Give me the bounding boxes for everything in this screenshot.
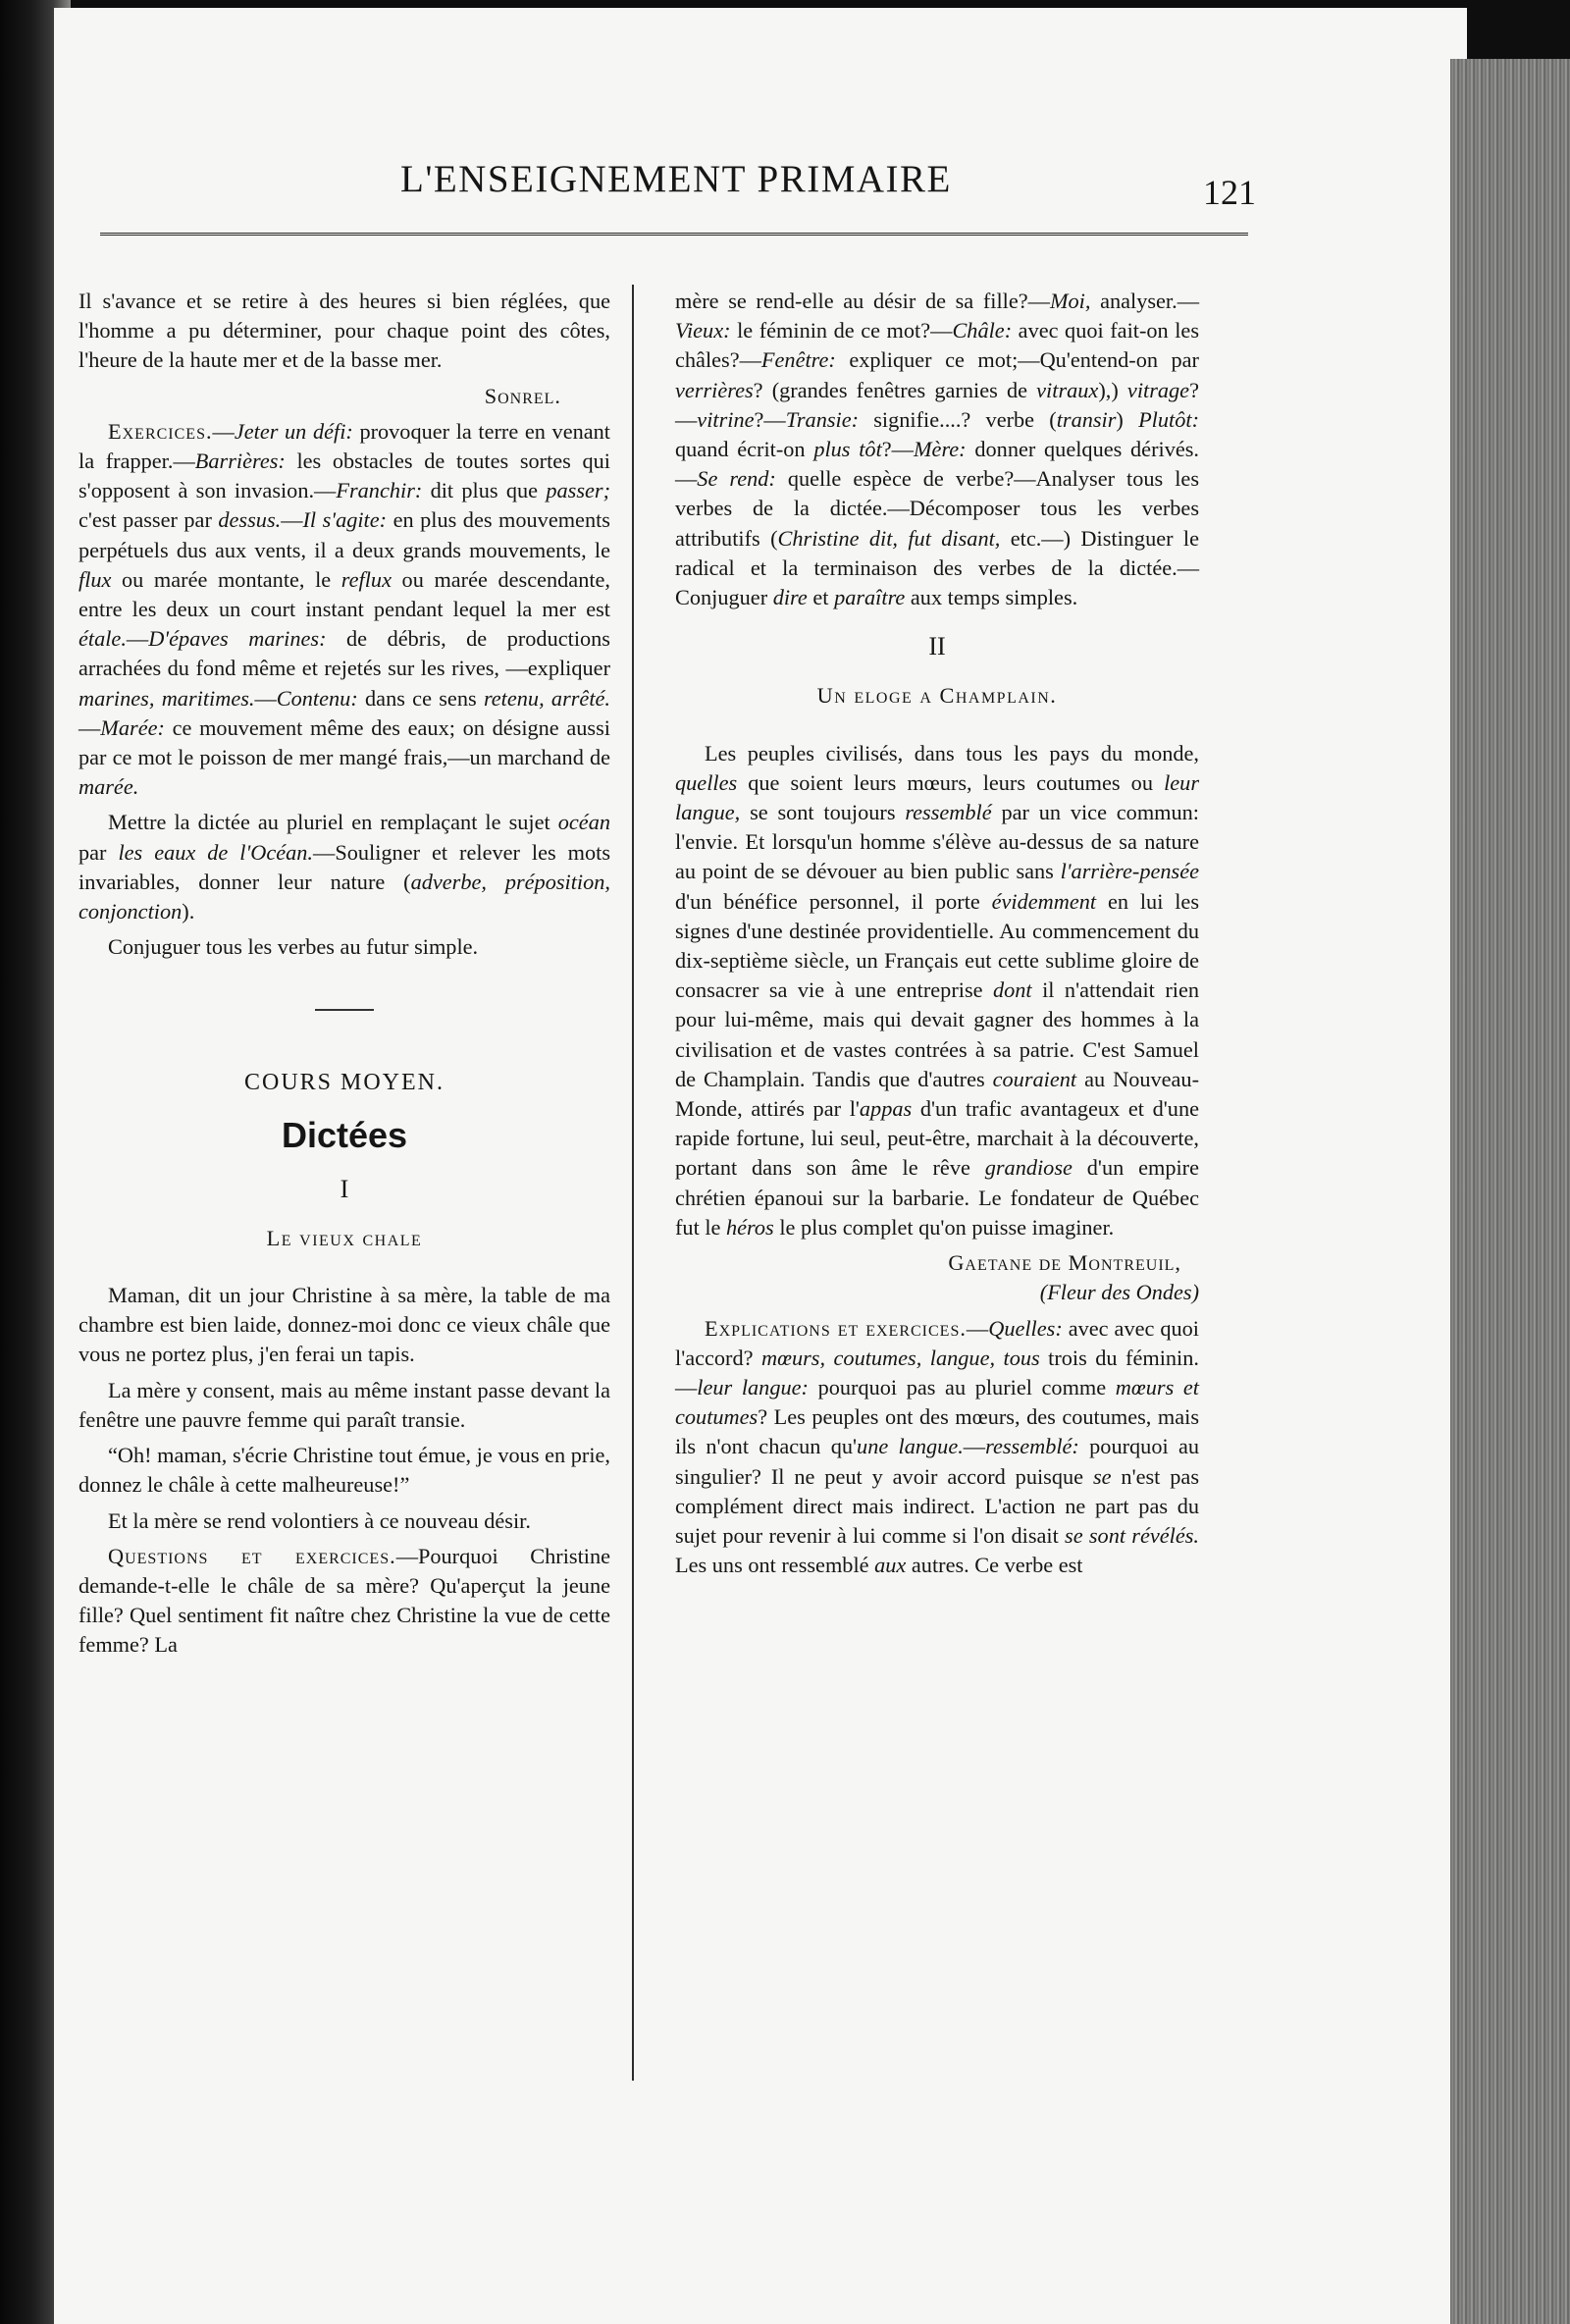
- text-run: ou marée descendante, entre les deux un court instant pendant lequel la mer est: [78, 566, 611, 622]
- text-run: ?—: [675, 377, 1199, 432]
- text-run: que soient leurs mœurs, leurs coutumes ou: [737, 769, 1165, 795]
- text-run: le plus complet qu'on puisse imaginer.: [773, 1214, 1115, 1240]
- text-run: —: [281, 507, 303, 533]
- text-run: —: [78, 714, 101, 740]
- text-run: Les uns ont ressemblé: [675, 1553, 875, 1578]
- text-run: ? (grandes fenêtres garnies de: [753, 377, 1037, 402]
- dictee-number-2: II: [928, 632, 946, 661]
- italic-run: paraître: [834, 585, 906, 610]
- italic-run: Mère:: [913, 437, 967, 462]
- text-run: ),): [1098, 377, 1127, 402]
- italic-run: adverbe, préposition, conjonction: [78, 869, 610, 924]
- text-run: il n'attendait rien pour lui-même, mais qui devait gagner des hommes à la civilisation et de vastes contrées à sa patrie. C'est Samuel de Champlain. Tandis que d'autres: [675, 977, 1199, 1091]
- text-run: mère se rend-elle au désir de sa fille?—: [675, 289, 1050, 313]
- text-run: en plus des mouvements perpétuels dus aux vents, il a deux grands mouvements, le: [78, 507, 610, 562]
- italic-run: passer;: [546, 478, 610, 503]
- text-run: signifie....? verbe (: [859, 406, 1057, 432]
- dictee-1-paragraph-3: “Oh! maman, s'écrie Christine tout émue, je vous en prie, donnez le châle à cette malheureuse!”: [78, 1443, 610, 1498]
- small-caps-run: Explications et exercices.: [705, 1315, 967, 1341]
- italic-run: Fenêtre:: [760, 347, 836, 373]
- text-run: avec quoi fait-on les châles?—: [675, 318, 1199, 373]
- italic-run: étale.: [78, 626, 127, 652]
- italic-run: se: [1092, 1463, 1112, 1489]
- italic-run: appas: [859, 1096, 913, 1122]
- text-run: n'est pas complément direct mais indirect. L'action ne part pas du sujet pour revenir à lui comme si l'on disait: [675, 1463, 1199, 1548]
- dictee-2-paragraph: [675, 739, 1199, 1242]
- italic-run: mœurs, coutumes, langue, tous: [761, 1345, 1040, 1370]
- text-run: ?—: [881, 437, 914, 462]
- italic-run: marines, maritimes.: [78, 685, 255, 711]
- text-run: expliquer ce mot;—Qu'entend-on par: [835, 347, 1199, 373]
- text-run: le féminin de ce mot?—: [730, 318, 953, 343]
- italic-run: flux: [78, 566, 112, 592]
- dictee-1-paragraph-2: La mère y consent, mais au même instant passe devant la fenêtre une pauvre femme qui paraît transie.: [78, 1377, 610, 1432]
- text-run: et: [807, 585, 835, 610]
- text-run: ou marée montante, le: [111, 566, 341, 592]
- exercices-paragraph: [78, 417, 610, 803]
- text-run: trois du féminin.—: [675, 1345, 1199, 1400]
- paragraph-ocean: Il s'avance et se retire à des heures si bien réglées, que l'homme a pu déterminer, pour chaque point des côtes, l'heure de la haute mer et de la basse mer.: [78, 289, 610, 373]
- mettre-paragraph: [78, 808, 610, 926]
- small-caps-run: Questions et exercices.: [108, 1543, 396, 1568]
- italic-run: leur langue,: [675, 769, 1199, 825]
- text-run: —: [963, 1434, 986, 1459]
- text-run: de débris, de productions arrachées du fond même et rejetés sur les rives, —expliquer: [78, 626, 610, 681]
- right-column: [675, 287, 1199, 1586]
- dictee-number-1: I: [340, 1174, 349, 1203]
- running-title: L'ENSEIGNEMENT PRIMAIRE: [400, 158, 952, 200]
- italic-run: Contenu:: [276, 685, 358, 711]
- dictee-title-1: Le vieux chale: [266, 1225, 423, 1250]
- italic-run: dont: [992, 977, 1032, 1003]
- text-run: —Pourquoi Christine demande-t-elle le châle de sa mère? Qu'aperçut la jeune fille? Quel sentiment fit naître chez Christine la vue de cette femme? La: [78, 1543, 610, 1658]
- italic-run: Plutôt:: [1138, 406, 1199, 432]
- questions-paragraph: [78, 1542, 610, 1661]
- author-gaetane: Gaetane de Montreuil,: [948, 1250, 1181, 1276]
- text-run: autres. Ce verbe est: [906, 1553, 1083, 1578]
- source-fleur-des-ondes: (Fleur des Ondes): [1039, 1280, 1199, 1305]
- italic-run: se sont révélés.: [1065, 1522, 1199, 1548]
- text-run: —: [126, 626, 149, 652]
- text-run: ): [1116, 406, 1139, 432]
- italic-run: Il s'agite:: [302, 507, 388, 533]
- italic-run: les eaux de l'Océan.: [118, 839, 314, 865]
- text-run: provoquer la terre en venant la frapper.—: [78, 418, 610, 474]
- italic-run: Vieux:: [675, 318, 731, 343]
- text-run: au Nouveau-Monde, attirés par l': [675, 1066, 1200, 1122]
- italic-run: Marée:: [100, 714, 165, 740]
- text-run: pourquoi au singulier? Il ne peut y avoir accord puisque: [675, 1434, 1199, 1489]
- small-caps-run: Exercices.: [108, 418, 213, 444]
- cours-moyen-heading: COURS MOYEN.: [243, 1070, 445, 1096]
- page-fore-edge: [1450, 59, 1570, 2324]
- text-run: ce mouvement même des eaux; on désigne aussi par ce mot le poisson de mer mangé frais,—un marchand de: [78, 714, 610, 770]
- text-run: d'un bénéfice personnel, il porte: [675, 888, 992, 914]
- text-run: en lui les signes d'une destinée providentielle. Au commencement du dix-septième siècle, un Français eut cette sublime gloire de consacrer sa vie à une entreprise: [675, 888, 1200, 1003]
- italic-run: aux: [874, 1553, 907, 1578]
- text-run: ?—: [754, 406, 786, 432]
- dictee-1-paragraph-1: Maman, dit un jour Christine à sa mère, la table de ma chambre est bien laide, donnez-moi donc ce vieux châle que vous ne portez plus, j'en ferai un tapis.: [78, 1283, 610, 1367]
- dictee-title-2: Un eloge a Champlain.: [816, 683, 1058, 709]
- italic-run: grandiose: [984, 1155, 1073, 1181]
- text-run: d'un empire chrétien épanoui sur la barbarie. Le fondateur de Québec fut le: [675, 1155, 1199, 1240]
- text-run: analyser.—: [1090, 289, 1199, 313]
- italic-run: quelles: [675, 769, 738, 795]
- author-sonrel: Sonrel.: [484, 383, 561, 408]
- explications-paragraph: [675, 1314, 1199, 1581]
- text-run: ? Les peuples ont des mœurs, des coutumes, mais ils n'ont chacun qu': [675, 1404, 1199, 1459]
- italic-run: marée.: [78, 774, 139, 800]
- text-run: par: [78, 839, 119, 865]
- italic-run: plus tôt: [813, 437, 882, 462]
- text-run: avec avec quoi l'accord?: [675, 1315, 1199, 1370]
- italic-run: ressemblé:: [985, 1434, 1079, 1459]
- italic-run: dire: [772, 585, 808, 610]
- dictees-heading: Dictées: [281, 1114, 408, 1155]
- text-run: les obstacles de toutes sortes qui s'opposent à son invasion.—: [78, 449, 610, 503]
- italic-run: couraient: [992, 1066, 1077, 1091]
- italic-run: Franchir:: [336, 478, 423, 503]
- italic-run: une langue.: [857, 1434, 964, 1459]
- column-divider: [632, 285, 634, 2081]
- dictee-1-paragraph-4: Et la mère se rend volontiers à ce nouveau désir.: [108, 1507, 531, 1533]
- italic-run: océan: [557, 810, 610, 835]
- italic-run: dessus.: [218, 507, 282, 533]
- italic-run: Châle:: [952, 318, 1013, 343]
- italic-run: évidemment: [991, 888, 1097, 914]
- italic-run: Jeter un défi:: [234, 418, 353, 444]
- italic-run: leur langue:: [697, 1374, 809, 1400]
- text-run: se sont toujours: [740, 800, 906, 825]
- text-run: donner quelques dérivés.—: [675, 437, 1199, 492]
- text-run: Mettre la dictée au pluriel en remplaçant le sujet: [108, 810, 558, 835]
- text-run: ).: [182, 899, 195, 924]
- italic-run: transir: [1056, 406, 1117, 432]
- italic-run: Barrières:: [194, 449, 286, 474]
- text-run: —Souligner et relever les mots invariables, donner leur nature (: [78, 839, 611, 894]
- text-run: —: [254, 685, 277, 711]
- italic-run: Moi,: [1049, 289, 1091, 313]
- italic-run: l'arrière-pensée: [1060, 859, 1199, 884]
- text-run: aux temps simples.: [905, 585, 1078, 610]
- text-run: quand écrit-on: [675, 437, 814, 462]
- left-column: [78, 287, 610, 1666]
- italic-run: Transie:: [785, 406, 860, 432]
- text-run: c'est passer par: [78, 507, 219, 533]
- text-run: par un vice commun: l'envie. Et lorsqu'un homme s'élève au-dessus de sa nature au point de se dévouer au bien public sans: [675, 800, 1199, 884]
- text-run: Les peuples civilisés, dans tous les pays du monde,: [705, 740, 1199, 766]
- header-rule: [100, 233, 1248, 236]
- italic-run: héros: [726, 1214, 774, 1240]
- italic-run: verrières: [675, 377, 754, 402]
- questions-continuation: [675, 287, 1199, 612]
- italic-run: D'épaves marines:: [148, 626, 327, 652]
- text-run: etc.—) Distinguer le radical et la terminaison des verbes de la dictée.—Conjuguer: [675, 525, 1200, 610]
- section-separator: [315, 1009, 374, 1011]
- italic-run: Christine dit, fut disant,: [777, 525, 1001, 551]
- text-run: pourquoi pas au pluriel comme: [808, 1374, 1116, 1400]
- text-run: —: [966, 1315, 989, 1341]
- italic-run: vitrine: [697, 406, 755, 432]
- conjuguer-paragraph: Conjuguer tous les verbes au futur simple.: [108, 934, 479, 960]
- italic-run: retenu, arrêté.: [483, 685, 610, 711]
- text-run: dit plus que: [422, 478, 547, 503]
- text-run: quelle espèce de verbe?—Analyser tous les verbes de la dictée.—Décomposer tous les verbes attributifs (: [675, 466, 1199, 551]
- italic-run: Se rend:: [697, 466, 776, 492]
- italic-run: ressemblé: [905, 800, 992, 825]
- italic-run: mœurs et coutumes: [675, 1374, 1199, 1430]
- text-run: —: [212, 418, 235, 444]
- italic-run: reflux: [340, 566, 392, 592]
- text-run: d'un trafic avantageux et d'une rapide fortune, lui seul, peut-être, marchait à la découverte, portant dans son âme le rêve: [675, 1096, 1199, 1181]
- text-run: dans ce sens: [357, 685, 484, 711]
- italic-run: vitrage: [1126, 377, 1190, 402]
- italic-run: Quelles:: [988, 1315, 1063, 1341]
- page-number: 121: [1203, 173, 1256, 212]
- italic-run: vitraux: [1036, 377, 1099, 402]
